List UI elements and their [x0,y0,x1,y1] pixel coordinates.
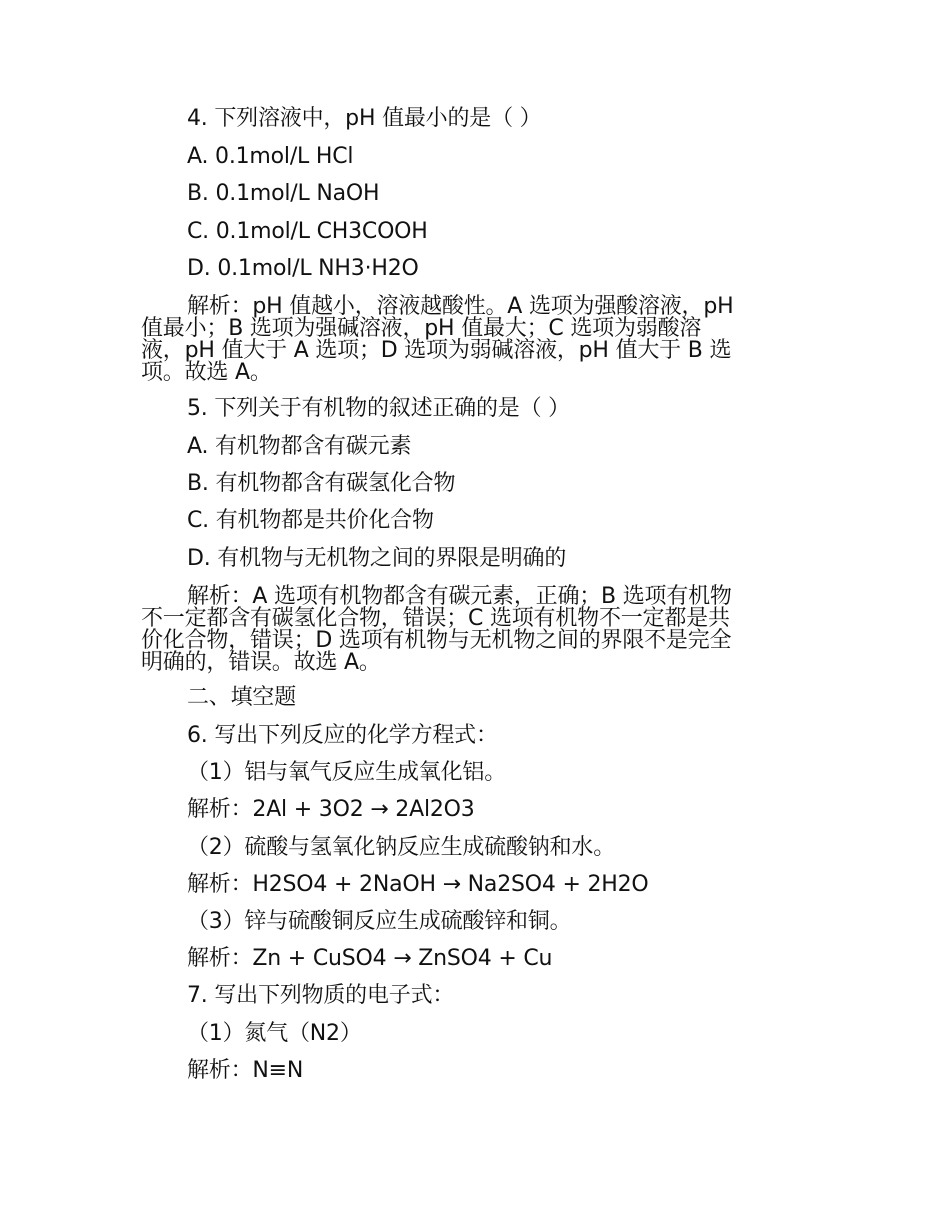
q4-option-d: D. 0.1mol/L NH3·H2O [187,256,419,281]
q5-option-d: D. 有机物与无机物之间的界限是明确的 [187,546,567,571]
q4-analysis-line-4: 项。故选 A。 [141,360,272,385]
q5-analysis-line-1: 解析：A 选项有机物都含有碳元素，正确；B 选项有机物 [187,584,732,609]
q5-option-a: A. 有机物都含有碳元素 [187,434,412,459]
q6-item-1-prompt: （1）铝与氧气反应生成氧化铝。 [187,760,506,785]
q4-analysis-line-1: 解析：pH 值越小，溶液越酸性。A 选项为强酸溶液，pH [187,294,734,319]
q7-item-1-answer: 解析：N≡N [187,1058,304,1083]
q4-option-b: B. 0.1mol/L NaOH [187,181,380,206]
q6-item-1-answer: 解析：2Al + 3O2 → 2Al2O3 [187,797,475,822]
q6-stem: 6. 写出下列反应的化学方程式： [187,723,498,748]
q6-item-3-prompt: （3）锌与硫酸铜反应生成硫酸锌和铜。 [187,909,572,934]
q5-analysis-line-3: 价化合物，错误；D 选项有机物与无机物之间的界限不是完全 [141,628,732,653]
q5-option-c: C. 有机物都是共价化合物 [187,508,434,533]
section-title: 二、填空题 [187,685,297,710]
q6-item-2-prompt: （2）硫酸与氢氧化钠反应生成硫酸钠和水。 [187,835,615,860]
q6-item-3-answer: 解析：Zn + CuSO4 → ZnSO4 + Cu [187,946,553,971]
q4-stem: 4. 下列溶液中，pH 值最小的是（ ） [187,106,542,131]
q7-item-1-prompt: （1）氮气（N2） [187,1021,362,1046]
q4-option-a: A. 0.1mol/L HCl [187,144,354,169]
q5-option-b: B. 有机物都含有碳氢化合物 [187,471,456,496]
q5-analysis-line-2: 不一定都含有碳氢化合物，错误；C 选项有机物不一定都是共 [141,606,730,631]
q4-analysis-line-2: 值最小；B 选项为强碱溶液，pH 值最大；C 选项为弱酸溶 [141,316,702,341]
q7-stem: 7. 写出下列物质的电子式： [187,983,455,1008]
q5-analysis-line-4: 明确的，错误。故选 A。 [141,650,381,675]
q6-item-2-answer: 解析：H2SO4 + 2NaOH → Na2SO4 + 2H2O [187,872,649,897]
q4-option-c: C. 0.1mol/L CH3COOH [187,219,428,244]
q5-stem: 5. 下列关于有机物的叙述正确的是（ ） [187,396,570,421]
q4-analysis-line-3: 液，pH 值大于 A 选项；D 选项为弱碱溶液，pH 值大于 B 选 [141,338,732,363]
